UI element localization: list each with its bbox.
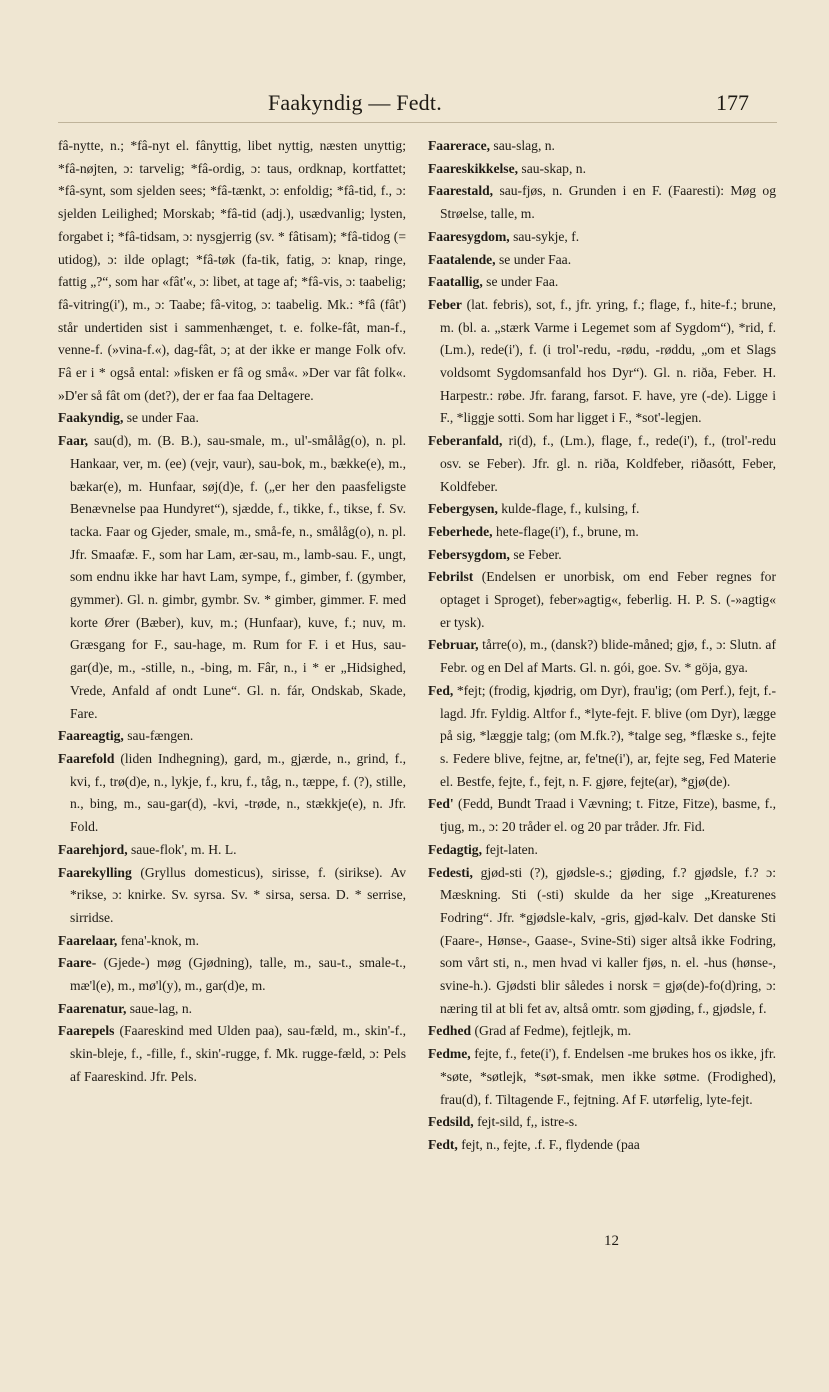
dictionary-entry (428, 566, 776, 634)
entry-definition: fena'-knok, m. (120, 932, 200, 948)
entry-definition: gjød-sti (?), gjødsle-s.; gjøding, f.? gjødsle, f.? ɔ: Mæskning. Sti (-sti) skulde da her sige „Kreaturenes Fodring“. Jfr. *gjødsle-kalv, -gris, gjød-kalv. Det danske Sti (Faare-, Hønse-, Gaase-, Svine-Sti) siger altså ikke Fodring, som vårt sti, n., men hvad vi kaller fjøs, n. el. -hus (hønse-, svine-h.). Gjødsti blir således i norsk = gjø(de)-fo(d)ring, ɔ: næring til at bli fet av, altså omtr. som gjøding, f., gjødsle, f. (440, 864, 776, 1016)
dictionary-entry (428, 634, 776, 679)
entry-headword: Faarenatur, (58, 1000, 127, 1016)
entry-definition: se under Faa. (126, 410, 199, 426)
entry-definition: saue-lag, n. (129, 1000, 193, 1016)
entry-definition: se Feber. (513, 546, 562, 562)
entry-definition: ri(d), f., (Lm.), flage, f., rede(i'), f., (trol'-redu osv. se Feber). Jfr. gl. n. riða, Koldfeber, riðasótt, Feber, Koldfeber. (440, 433, 776, 494)
entry-definition: (Gjede-) møg (Gjødning), talle, m., sau-t., smale-t., mæ'l(e), m., mø'l(y), m., gar(d)e, m. (70, 955, 406, 994)
entry-headword: Faaresygdom, (428, 228, 510, 244)
entry-headword: Fedt, (428, 1136, 458, 1152)
dictionary-entry (58, 748, 406, 839)
entry-definition: (Fedd, Bundt Traad i Vævning; t. Fitze, Fitze), basme, f., tjug, m., ɔ: 20 tråder el. og 20 par tråder. Jfr. Fid. (440, 796, 776, 835)
entry-definition: sau-fængen. (127, 728, 194, 744)
entry-headword: Faareagtig, (58, 728, 124, 744)
running-head: Faakyndig — Fedt. (268, 90, 442, 115)
entry-definition: kulde-flage, f., kulsing, f. (501, 501, 640, 517)
entry-headword: Faarelaar, (58, 932, 118, 948)
entry-definition: fejt-sild, f,, istre-s. (477, 1114, 578, 1130)
dictionary-entry (428, 862, 776, 1021)
entry-definition: fejt, n., fejte, .f. F., flydende (paa (461, 1136, 640, 1152)
signature-mark: 12 (604, 1233, 619, 1249)
two-column-body (58, 135, 777, 1157)
entry-headword: Faareskikkelse, (428, 160, 518, 176)
dictionary-entry (428, 226, 776, 249)
entry-headword: Faatallig, (428, 274, 483, 290)
dictionary-entry (58, 952, 406, 997)
entry-headword: Fedagtig, (428, 841, 482, 857)
entry-headword: Faakyndig, (58, 410, 124, 426)
dictionary-entry (58, 135, 406, 407)
dictionary-entry (58, 407, 406, 430)
entry-headword: Feberanfald, (428, 433, 503, 449)
entry-definition: (Gryllus domesticus), sirisse, f. (sirikse). Av *rikse, ɔ: knirke. Sv. syrsa. Sv. * sirsa, sersa. D. * serrise, sirridse. (70, 864, 406, 925)
entry-definition: (lat. febris), sot, f., jfr. yring, f.; flage, f., hite-f.; brune, m. (bl. a. „stærk Varme i Legemet som af Sygdom“), *rid, f. (Lm.), rede(i'), f. (i trol'-redu, -rødu, -røddu, „om et Slags voldsomt Sygdomsanfald hos Dyr“). Gl. n. riða, Feber. H. Harpestr.: røbe. Jfr. farang, farsot. F. have, yre (-de). Ligge i F., *liggje sotti. Som har ligget i F., *sot'-legjen. (440, 296, 776, 426)
entry-definition: sau-fjøs, n. Grunden i en F. (Faaresti): Møg og Strøelse, talle, m. (440, 183, 777, 222)
dictionary-entry (428, 498, 776, 521)
dictionary-entry (58, 930, 406, 953)
dictionary-entry (58, 1020, 406, 1088)
dictionary-entry (428, 521, 776, 544)
dictionary-entry (58, 725, 406, 748)
dictionary-entry (428, 1111, 776, 1134)
dictionary-entry (428, 180, 776, 225)
dictionary-entry (428, 135, 776, 158)
dictionary-entry (428, 271, 776, 294)
entry-headword: Febergysen, (428, 501, 498, 517)
dictionary-entry (428, 430, 776, 498)
dictionary-entry (428, 544, 776, 567)
entry-headword: Faarehjord, (58, 841, 128, 857)
entry-headword: Fedsild, (428, 1114, 474, 1130)
entry-definition: sau-sykje, f. (513, 228, 580, 244)
dictionary-entry (58, 862, 406, 930)
entry-headword: Faarepels (58, 1023, 115, 1039)
entry-headword: Febrilst (428, 569, 474, 585)
dictionary-entry (428, 158, 776, 181)
entry-headword: Feber (428, 296, 462, 312)
entry-headword: Faarestald, (428, 183, 494, 199)
entry-definition: (Faareskind med Ulden paa), sau-fæld, m., skin'-f., skin-bleje, f., -fille, f., skin'-rugge, f. Mk. rugge-fæld, ɔ: Pels af Faareskind. Jfr. Pels. (70, 1023, 406, 1084)
page-number: 177 (716, 90, 749, 115)
entry-definition: (Endelsen er unorbisk, om end Feber regnes for optaget i Sproget), feber»agtig«, feberlig. H. P. S. (-»agtig« er tysk). (440, 569, 776, 630)
left-column (58, 135, 406, 1157)
entry-headword: Fedesti, (428, 864, 473, 880)
entry-headword: Faatalende, (428, 251, 496, 267)
dictionary-entry (58, 998, 406, 1021)
dictionary-entry (428, 294, 776, 430)
entry-definition: se under Faa. (486, 274, 559, 290)
entry-definition: se under Faa. (499, 251, 572, 267)
dictionary-entry (428, 793, 776, 838)
entry-headword: Fed' (428, 796, 454, 812)
entry-definition: (Grad af Fedme), fejtlejk, m. (474, 1023, 632, 1039)
dictionary-entry (428, 839, 776, 862)
entry-headword: Fedhed (428, 1023, 472, 1039)
entry-headword: Faarekylling (58, 864, 132, 880)
entry-definition: hete-flage(i'), f., brune, m. (495, 523, 639, 539)
entry-definition: sau(d), m. (B. B.), sau-smale, m., ul'-smålåg(o), n. pl. Hankaar, ver, m. (ee) (vejr, vaur), sau-bok, m., bække(e), m., bækar(e), m. Hunfaar, søj(d)e, f. („er her den paasfeligste Benævnelse paa Hundyret“), sjædde, f., tikke, f., tikse, f. Sv. tacka. Faar og Gjeder, smale, m., små-fe, n., smålåg(o), n. pl. Jfr. Smaafæ. F., som har Lam, ær-sau, m., lamb-sau. F., ungt, som endnu ikke har havt Lam, sympe, f., gimber, f. (gymber, gymmer). Gl. n. gimbr, gymbr. Sv. * gimber, gimmer. F. med korte Ører (Bæber), kuv, m.; (Hunfaar), kuve, f.; nuv, m. Græsgang for F., sau-hage, m. Rum for F. i et Hus, sau-gar(d)e, m., -stille, n., -bing, m. Fâr, n., i * er „Hidsighed, Vrede, Anfald af ondt Lune“. Gl. n. fár, Ondskab, Skade, Fare. (70, 433, 406, 721)
entry-headword: Feberhede, (428, 523, 493, 539)
entry-definition: (liden Indhegning), gard, m., gjærde, n., grind, f., kvi, f., trø(d)e, n., lykje, f., kru, f., tåg, n., tæppe, f. (?), stille, n., bing, m., sau-gar(d), -kvi, -trøde, n., stækkje(e), n. Jfr. Fold. (70, 750, 406, 835)
right-column (428, 135, 776, 1157)
dictionary-entry (428, 1043, 776, 1111)
entry-definition: fejt-laten. (485, 841, 538, 857)
page-header (58, 82, 777, 123)
entry-definition: sau-skap, n. (521, 160, 586, 176)
entry-headword: Februar, (428, 637, 479, 653)
entry-headword: Febersygdom, (428, 546, 510, 562)
entry-headword: Faarerace, (428, 138, 491, 153)
entry-definition: fejte, f., fete(i'), f. Endelsen -me brukes hos os ikke, jfr. *søte, *søtlejk, *søt-smak, men ikke søtme. (Frodighed), frau(d), f. Tiltagende F., fejtning. Af F. utørfelig, lyte-fejt. (440, 1046, 776, 1107)
entry-definition: sau-slag, n. (493, 138, 555, 153)
entry-headword: Fed, (428, 682, 454, 698)
dictionary-entry (58, 430, 406, 725)
entry-headword: Faarefold (58, 750, 115, 766)
entry-definition: saue-flok', m. H. L. (131, 841, 237, 857)
dictionary-entry (428, 1020, 776, 1043)
dictionary-entry (428, 680, 776, 794)
entry-definition: fâ-nytte, n.; *fâ-nyt el. fânyttig, libet nyttig, næsten unyttig; *fâ-nøjten, ɔ: tarvelig; *fâ-ordig, ɔ: taus, ordknap, kortfattet; *fâ-synt, som sjelden sees; *fâ-tænkt, ɔ: enfoldig; *fâ-tid, f., ɔ: sjelden Leilighed; Morskab; *fâ-tid (adj.), usædvanlig; lysten, forgabet i; *fâ-tidsam, ɔ: nysgjerrig (sv. * fâtisam); *fâ-tidog (= utidog), ɔ: ilde oplagt; *fâ-tøk (fa-tik, fatig, ɔ: knap, ringe, fattig „?“, som har «fât'«, ɔ: libet, at tage af; *fâ-vis, ɔ: taabelig; fâ-vitring(i'), m., ɔ: Taabe; fâ-vitog, ɔ: taabelig. Mk.: *fâ (fât') står undertiden sist i sammenhænget, t. e. folke-fât, man-f., venne-f. (»vina-f.«), dag-fât, ɔ; at der ikke er mange Folk ofv. Fâ er i * også ental: »fisken er fâ og små«. »Der var fât folk«. »D'er så fât om (det?), der er faa faa Deltagere. (58, 138, 406, 403)
entry-definition: tårre(o), m., (dansk?) blide-måned; gjø, f., ɔ: Slutn. af Febr. og en Del af Marts. Gl. n. gói, goe. Sv. * göja, gya. (440, 637, 776, 676)
dictionary-entry (428, 1134, 776, 1157)
entry-headword: Faare- (58, 955, 97, 971)
entry-headword: Faar, (58, 433, 89, 449)
entry-definition: *fejt; (frodig, kjødrig, om Dyr), frau'ig; (om Perf.), fejt, f.-lagd. Jfr. Fyldig. Altfor f., *lyte-fejt. F. blive (om Dyr), læggе på sig, *læggje talg; (om M.fk.?), *talge seg, *flæske s., fejte s. Federe blive, fejtne, ar, fe'tne(i'), ar, fejte seg, Fed Materie el. Bestfe, fejte, f., fejt, n. F. gjøre, fejte(ar), *gjø(de). (440, 682, 776, 789)
entry-headword: Fedme, (428, 1046, 471, 1062)
dictionary-entry (428, 249, 776, 272)
dictionary-entry (58, 839, 406, 862)
